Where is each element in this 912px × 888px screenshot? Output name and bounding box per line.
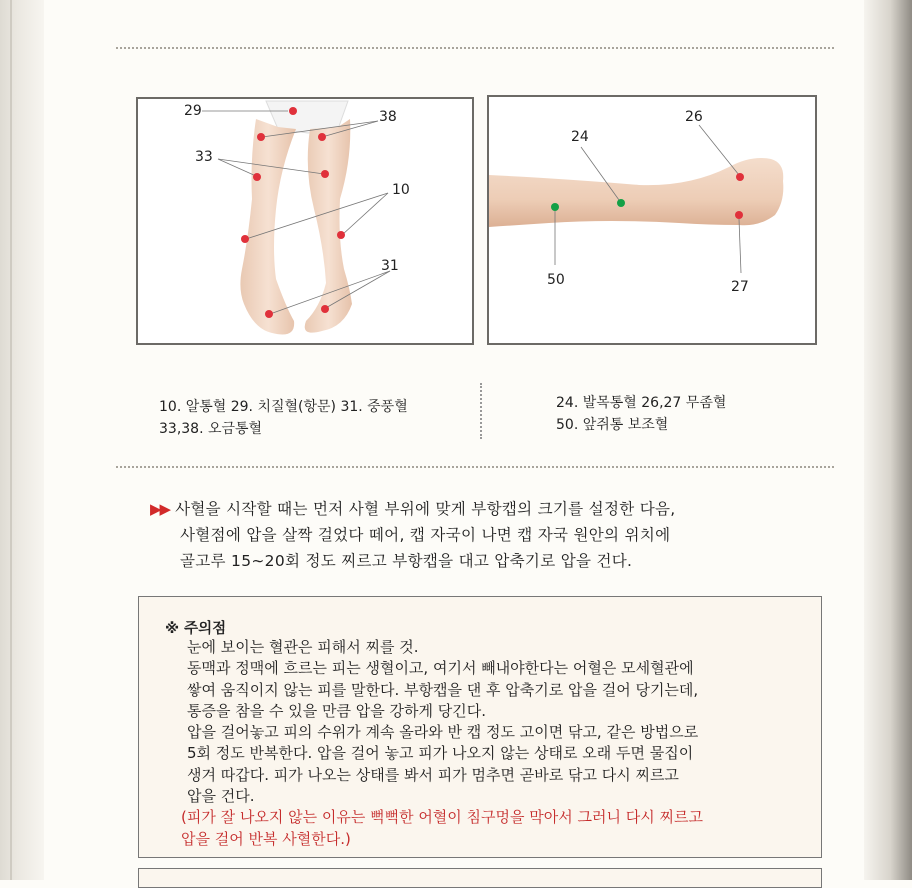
label-31: 31 [381, 258, 399, 274]
caution-note-line-1: (피가 잘 나오지 않는 이유는 뻑뻑한 어혈이 침구멍을 막아서 그러니 다시 찌르고 [181, 808, 703, 827]
label-26: 26 [685, 109, 703, 125]
legend-divider [480, 383, 482, 439]
point-38-left [257, 133, 265, 141]
intro-line-1 [150, 496, 676, 522]
point-10-left [241, 235, 249, 243]
label-24: 24 [571, 129, 589, 145]
right-leg-shape [305, 119, 352, 333]
legs-illustration [138, 99, 474, 345]
point-38-right [318, 133, 326, 141]
caution-line: 5회 정도 반복한다. 압을 걸어 놓고 피가 나오지 않는 상태로 오래 두면 물집이 [187, 744, 694, 763]
legs-leader-lines [202, 111, 390, 314]
caution-line: 동맥과 정맥에 흐르는 피는 생혈이고, 여기서 빼내야한다는 어혈은 모세혈관에 [187, 659, 694, 678]
label-29: 29 [184, 103, 202, 119]
point-24 [617, 199, 625, 207]
caution-body [181, 637, 703, 850]
label-38: 38 [379, 109, 397, 125]
point-33-left [253, 173, 261, 181]
point-31-right [321, 305, 329, 313]
point-29 [289, 107, 297, 115]
red-arrows-icon: ▶▶ [150, 500, 170, 518]
book-spine-shadow [0, 0, 44, 880]
caution-line: 눈에 보이는 혈관은 피해서 찌를 것. [187, 638, 419, 656]
point-27 [735, 211, 743, 219]
caution-line: 생겨 따갑다. 피가 나오는 상태를 봐서 피가 멈추면 곧바로 닦고 다시 찌르고 [187, 765, 679, 784]
legend-left-line1: 10. 알통혈 29. 치질혈(항문) 31. 중풍혈 [159, 399, 408, 415]
label-27: 27 [731, 279, 749, 295]
legend-right-line1: 24. 발목통혈 26,27 무좀혈 [556, 395, 727, 411]
caution-line: 압을 걸어놓고 피의 수위가 계속 올라와 반 캡 정도 고이면 닦고, 같은 방법으로 [187, 723, 699, 742]
point-10-right [337, 231, 345, 239]
intro-line-3: 골고루 15∼20회 정도 찌르고 부항캡을 대고 압축기로 압을 건다. [180, 552, 633, 570]
book-spine-line [10, 0, 12, 880]
caution-note-line-2: 압을 걸어 반복 사혈한다.) [181, 829, 351, 848]
foot-illustration [489, 97, 817, 345]
point-26 [736, 173, 744, 181]
point-50 [551, 203, 559, 211]
intro-text-1: 사혈을 시작할 때는 먼저 사혈 부위에 맞게 부항캡의 크기를 설정한 다음, [175, 500, 676, 518]
page-edge-shadow [864, 0, 912, 880]
caution-line: 쌓여 움직이지 않는 피를 말한다. 부항캡을 댄 후 압축기로 압을 걸어 당기는데, [187, 680, 699, 699]
label-10: 10 [392, 182, 410, 198]
label-50: 50 [547, 272, 565, 288]
caution-line: 통증을 참을 수 있을 만큼 압을 강하게 당긴다. [187, 701, 486, 720]
caution-line: 압을 건다. [187, 787, 255, 806]
top-dotted-rule [116, 47, 834, 49]
intro-paragraph [150, 496, 676, 574]
next-box-edge [138, 868, 822, 888]
caution-title: ※ 주의점 [165, 621, 227, 637]
intro-line-2: 사혈점에 압을 살짝 걸었다 떼어, 캡 자국이 나면 캡 자국 원안의 위치에 [180, 526, 671, 544]
legend-right-line2: 50. 앞쥐통 보조혈 [556, 417, 669, 433]
middle-dotted-rule [116, 466, 834, 468]
point-31-left [265, 310, 273, 318]
legs-acupoint-figure [136, 97, 474, 345]
foot-acupoint-figure [487, 95, 817, 345]
label-33: 33 [195, 149, 213, 165]
point-33-right [321, 170, 329, 178]
caution-box [138, 596, 822, 858]
legend-left-line2: 33,38. 오금통혈 [159, 421, 263, 437]
left-leg-shape [240, 119, 296, 335]
